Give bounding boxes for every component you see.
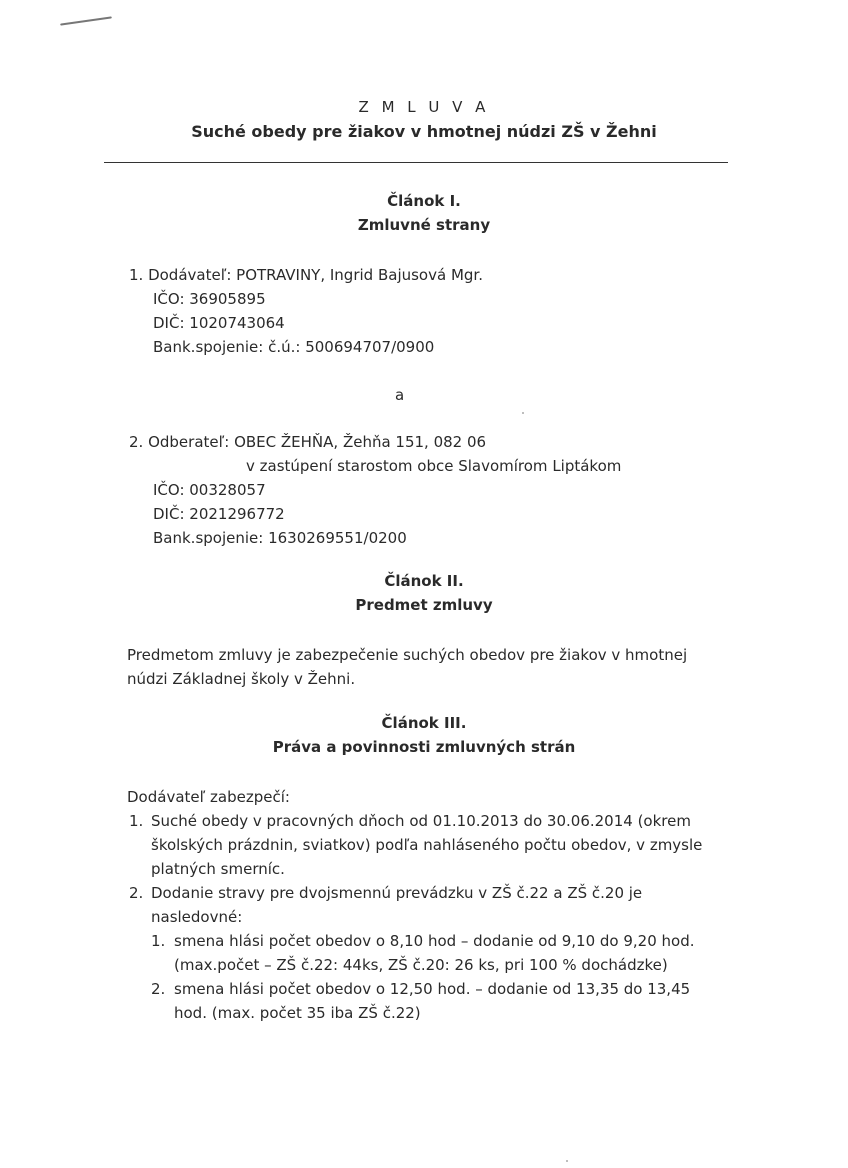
customer-ico: IČO: 00328057 xyxy=(153,481,266,499)
subitem2-line-2: hod. (max. počet 35 iba ZŠ č.22) xyxy=(174,1004,421,1022)
item1-line-2: školských prázdnin, sviatkov) podľa nahláseného počtu obedov, v zmysle xyxy=(151,836,703,854)
article1-number: Článok I. xyxy=(387,192,461,210)
item2-line-2: nasledovné: xyxy=(151,908,243,926)
supplier-line: 1. Dodávateľ: POTRAVINY, Ingrid Bajusová Mgr. xyxy=(129,266,483,284)
subitem2-number: 2. xyxy=(151,980,166,998)
subitem1-number: 1. xyxy=(151,932,166,950)
subject-line-2: núdzi Základnej školy v Žehni. xyxy=(127,670,356,688)
article2-number: Článok II. xyxy=(384,572,464,590)
customer-bank: Bank.spojenie: 1630269551/0200 xyxy=(153,529,407,547)
article1-heading: Zmluvné strany xyxy=(357,216,491,234)
item2-number: 2. xyxy=(129,884,144,902)
item2-line-1: Dodanie stravy pre dvojsmennú prevádzku v ZŠ č.22 a ZŠ č.20 je xyxy=(151,884,643,902)
parties-conjunction: a xyxy=(395,386,405,404)
customer-representative: v zastúpení starostom obce Slavomírom Liptákom xyxy=(246,457,622,475)
subject-line-1: Predmetom zmluvy je zabezpečenie suchých obedov pre žiakov v hmotnej xyxy=(127,646,688,664)
item1-line-1: Suché obedy v pracovných dňoch od 01.10.2013 do 30.06.2014 (okrem xyxy=(151,812,691,830)
subitem1-line-1: smena hlási počet obedov o 8,10 hod – dodanie od 9,10 do 9,20 hod. xyxy=(174,932,695,950)
customer-line: 2. Odberateľ: OBEC ŽEHŇA, Žehňa 151, 082 06 xyxy=(129,433,487,451)
document-subtitle: Suché obedy pre žiakov v hmotnej núdzi ZŠ v Žehni xyxy=(191,122,657,141)
scan-speck xyxy=(522,412,524,414)
document-title: Z M L U V A xyxy=(358,98,490,116)
article3-heading: Práva a povinnosti zmluvných strán xyxy=(272,738,576,756)
scan-speck xyxy=(566,1160,568,1162)
article3-number: Článok III. xyxy=(381,714,467,732)
item1-number: 1. xyxy=(129,812,144,830)
supplier-bank: Bank.spojenie: č.ú.: 500694707/0900 xyxy=(153,338,435,356)
supplier-duties-intro: Dodávateľ zabezpečí: xyxy=(127,788,290,806)
pen-mark xyxy=(60,16,112,25)
supplier-dic: DIČ: 1020743064 xyxy=(153,314,285,332)
item1-line-3: platných smerníc. xyxy=(151,860,285,878)
article2-heading: Predmet zmluvy xyxy=(355,596,493,614)
subitem1-line-2: (max.počet – ZŠ č.22: 44ks, ZŠ č.20: 26 ks, pri 100 % dochádzke) xyxy=(174,956,668,974)
subitem2-line-1: smena hlási počet obedov o 12,50 hod. – dodanie od 13,35 do 13,45 xyxy=(174,980,691,998)
customer-dic: DIČ: 2021296772 xyxy=(153,505,285,523)
supplier-ico: IČO: 36905895 xyxy=(153,290,266,308)
title-divider xyxy=(104,162,728,163)
